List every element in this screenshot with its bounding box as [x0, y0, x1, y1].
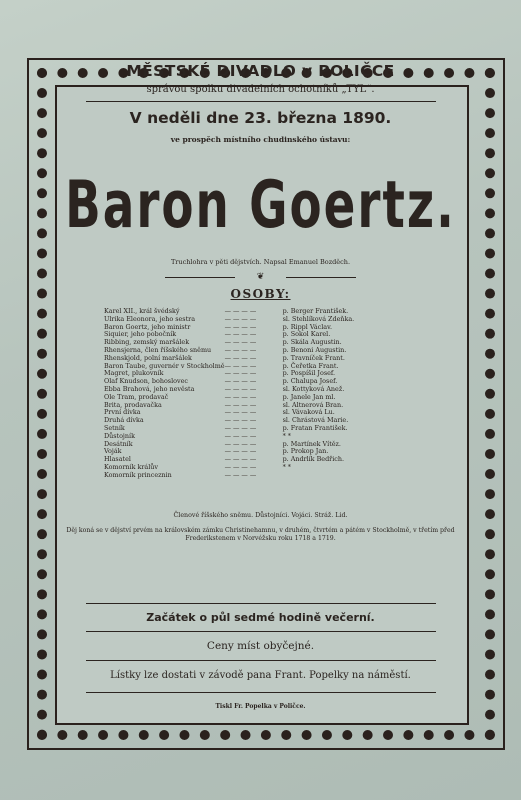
actor-name: sl. Altnerová Bran.: [282, 400, 344, 409]
printer-imprint: Tiskl Fr. Popelka v Poličce.: [215, 703, 306, 710]
actor-name: sl. Stehlíková Zdeňka.: [282, 314, 355, 323]
leader-dashes: — — — —: [224, 423, 257, 432]
divider: [86, 603, 436, 604]
divider: [86, 631, 436, 632]
actor-name: p. Andrlík Bedřich.: [282, 455, 344, 464]
actor-name: p. Berger František.: [282, 307, 349, 315]
leader-dashes: — — — —: [224, 369, 257, 378]
divider: [286, 277, 356, 278]
role-name: Komorník princeznin: [104, 470, 172, 479]
leader-dashes: — — — —: [224, 470, 257, 479]
cast-row: [104, 472, 354, 480]
actor-name: p. Prokop Jan.: [282, 447, 329, 456]
leader-dashes: — — — —: [224, 338, 257, 347]
actor-name: p. Benoni Augustin.: [282, 345, 347, 354]
benefit-line: ve prospěch místního chudinského ústavu:: [170, 135, 351, 144]
leader-dashes: — — — —: [224, 314, 257, 323]
leader-dashes: — — — —: [224, 400, 257, 409]
actor-name: p. Čeřetka Frant.: [282, 361, 339, 370]
cast-heading: OSOBY:: [230, 287, 291, 301]
leader-dashes: — — — —: [224, 384, 257, 393]
role-name: Baron Goertz, jeho ministr: [104, 322, 191, 331]
leader-dashes: — — — —: [224, 455, 257, 464]
actor-name: sl. Chrástová Marie.: [282, 416, 349, 425]
role-name: Ole Tram, prodavač: [104, 392, 169, 401]
role-name: Baron Taube, guvernér v Stockholmě: [104, 361, 225, 370]
role-name: Setník: [104, 423, 125, 432]
role-name: Desátník: [104, 439, 133, 448]
divider: [86, 660, 436, 661]
actor-name: p. Pospíšil Josef.: [282, 369, 336, 378]
leader-dashes: — — — —: [224, 361, 257, 370]
role-name: Komorník králův: [104, 462, 158, 471]
divider: [86, 692, 436, 693]
actor-name: p. Skála Augustin.: [282, 338, 342, 347]
leader-dashes: — — — —: [224, 431, 257, 440]
play-title: Baron Goertz.: [65, 168, 456, 243]
cast-list: [104, 308, 354, 480]
actor-name: p. Rippl Václav.: [282, 322, 332, 331]
leader-dashes: — — — —: [224, 392, 257, 401]
divider: [86, 101, 436, 102]
role-name: Rhensjerna, člen říšského sněmu: [104, 345, 212, 354]
leader-dashes: — — — —: [224, 447, 257, 456]
management-line: správou spolku divadelních ochotníků „TYL“.: [146, 84, 375, 95]
actor-name: p. Fratan František.: [282, 423, 348, 432]
role-name: Siquier, jeho pobočník: [104, 330, 177, 339]
actor-name: p. Chalupa Josef.: [282, 377, 338, 386]
role-name: Olaf Knudson, bohoslovec: [104, 377, 188, 386]
role-name: Ebba Brahová, jeho nevěsta: [104, 384, 195, 393]
actor-name: sl. Vávaková Lu.: [282, 408, 335, 417]
actor-name: p. Sokol Karel.: [282, 330, 331, 339]
actor-name: p. Martínek Vítěz.: [282, 439, 341, 448]
actor-name: p. Janele Jan ml.: [282, 392, 336, 401]
setting-note: Děj koná se v dějství prvém na královském zámku Christinehamnu, v druhém, čtvrtém a pátém v Stockholmě, v třetím před Frederikstenem v Norvéžsku roku 1718 a 1719.: [66, 527, 455, 542]
role-name: Karel XII., král švédský: [104, 307, 180, 315]
leader-dashes: — — — —: [224, 408, 257, 417]
genre-author: Truchlohra v pěti dějstvích. Napsal Emanuel Bozděch.: [170, 258, 351, 266]
theatre-title: MĚSTSKÉ DIVADLO v POLIČCE: [126, 62, 395, 80]
role-name: Ribbing, zemský maršálek: [104, 338, 190, 347]
actor-name: p. Travníček Frant.: [282, 353, 345, 362]
leader-dashes: — — — —: [224, 330, 257, 339]
leader-dashes: — — — —: [224, 307, 257, 315]
leader-dashes: — — — —: [224, 377, 257, 386]
ornament-icon: ❦: [256, 272, 265, 282]
leader-dashes: — — — —: [224, 416, 257, 425]
role-name: Důstojník: [104, 431, 135, 440]
prices-line: Ceny míst obyčejné.: [206, 640, 315, 652]
actor-name: * *: [282, 462, 291, 471]
role-name: První dívka: [104, 408, 141, 417]
actor-name: sl. Kottyková Anež.: [282, 384, 345, 393]
performance-date: V neděli dne 23. března 1890.: [129, 109, 392, 127]
role-name: Brita, prodavačka: [104, 400, 162, 409]
role-name: Druhá dívka: [104, 416, 144, 425]
actor-name: [281, 472, 355, 480]
groups-line: Členové říšského sněmu. Důstojníci. Vojáci. Stráž. Lid.: [173, 512, 348, 519]
role-name: Rhenskjold, polní maršálek: [104, 353, 192, 362]
role-name: Hlasatel: [104, 455, 131, 464]
role-name: Ulrika Eleonora, jeho sestra: [104, 314, 196, 323]
tickets-line: Lístky lze dostati v závodě pana Frant. Popelky na náměstí.: [110, 670, 411, 681]
role-name: Voják: [104, 447, 122, 456]
leader-dashes: — — — —: [224, 322, 257, 331]
start-time: Začátek o půl sedmé hodině večerní.: [146, 611, 375, 624]
leader-dashes: — — — —: [224, 353, 257, 362]
actor-name: * *: [282, 431, 291, 440]
role-name: Magret, plukovník: [104, 369, 164, 378]
leader-dashes: — — — —: [224, 462, 257, 471]
leader-dashes: — — — —: [224, 439, 257, 448]
leader-dashes: — — — —: [224, 345, 257, 354]
